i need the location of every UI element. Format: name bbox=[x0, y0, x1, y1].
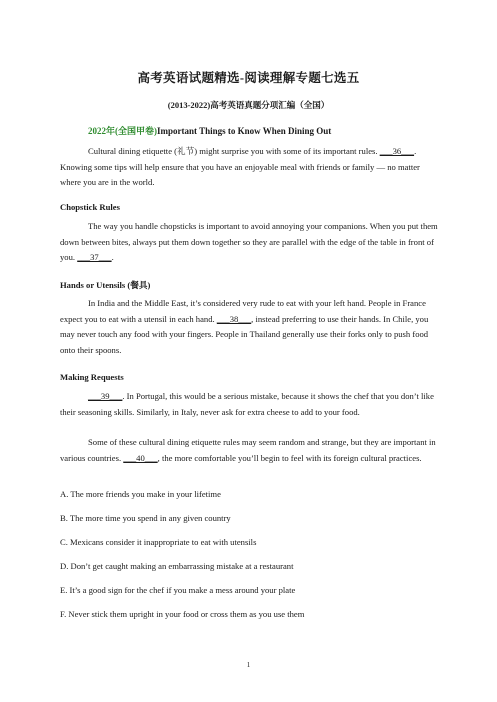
paragraph-text: In India and the Middle East, it’s considered very rude to eat with your left hand. People in France expect you to eat with a utensil in each hand. bbox=[60, 298, 426, 324]
section-heading-requests: Making Requests bbox=[60, 372, 124, 382]
blank-38: ___38___ bbox=[216, 313, 252, 324]
option-c: C. Mexicans consider it inappropriate to eat with utensils bbox=[60, 537, 257, 547]
paragraph-chopstick bbox=[60, 219, 440, 266]
paragraph-text: The way you handle chopsticks is important to avoid annoying your companions. When you put them down between bites, always put them down together so they are parallel with the edge of the table in front of you. bbox=[60, 221, 438, 262]
paragraph-text: . Knowing some tips will help ensure that you have an enjoyable meal with friends or family — no matter where you are in the world. bbox=[60, 146, 420, 187]
paragraph-text: Cultural dining etiquette (礼节) might surprise you with some of its important rules. bbox=[88, 146, 378, 156]
option-e: E. It’s a good sign for the chef if you make a mess around your plate bbox=[60, 585, 296, 595]
paragraph-requests bbox=[60, 389, 440, 420]
paragraph-intro bbox=[60, 144, 440, 191]
option-b: B. The more time you spend in any given country bbox=[60, 513, 231, 523]
paragraph-text: , instead preferring to use their hands. In Chile, you may never touch any food with your fingers. People in Thailand generally use their forks only to push food onto their spoons. bbox=[60, 313, 429, 355]
paragraph-text: Some of these cultural dining etiquette rules may seem random and strange, but they are important in various countries. bbox=[60, 437, 436, 463]
section-heading-hands: Hands or Utensils (餐具) bbox=[60, 280, 151, 290]
passage-title: Important Things to Know When Dining Out bbox=[157, 126, 332, 136]
passage-heading bbox=[88, 124, 331, 137]
paragraph-hands bbox=[60, 296, 440, 358]
document-subtitle: (2013-2022)高考英语真题分项汇编（全国） bbox=[167, 100, 330, 110]
option-a: A. The more friends you make in your lifetime bbox=[60, 489, 221, 499]
paragraph-text: . In Portugal, this would be a serious mistake, because it shows the chef that you don’t like their seasoning skills. Similarly, in Italy, never ask for extra cheese to add to your food. bbox=[60, 391, 434, 417]
source-year: 2022年(全国甲卷) bbox=[88, 126, 157, 136]
blank-36: ___36___ bbox=[379, 146, 415, 156]
blank-39: ___39___ bbox=[88, 391, 123, 401]
option-f: F. Never stick them upright in your food or cross them as you use them bbox=[60, 609, 305, 619]
document-title: 高考英语试题精选-阅读理解专题七选五 bbox=[137, 71, 360, 85]
paragraph-text: , the more comfortable you’ll begin to feel with its foreign cultural practices. bbox=[157, 452, 422, 463]
page-number: 1 bbox=[246, 661, 251, 669]
option-d: D. Don’t get caught making an embarrassing mistake at a restaurant bbox=[60, 561, 294, 571]
blank-37: ___37___ bbox=[77, 252, 112, 262]
paragraph-text: . bbox=[111, 252, 114, 262]
blank-40: ___40___ bbox=[123, 452, 158, 463]
paragraph-conclusion bbox=[60, 435, 440, 466]
section-heading-chopstick: Chopstick Rules bbox=[60, 202, 120, 212]
